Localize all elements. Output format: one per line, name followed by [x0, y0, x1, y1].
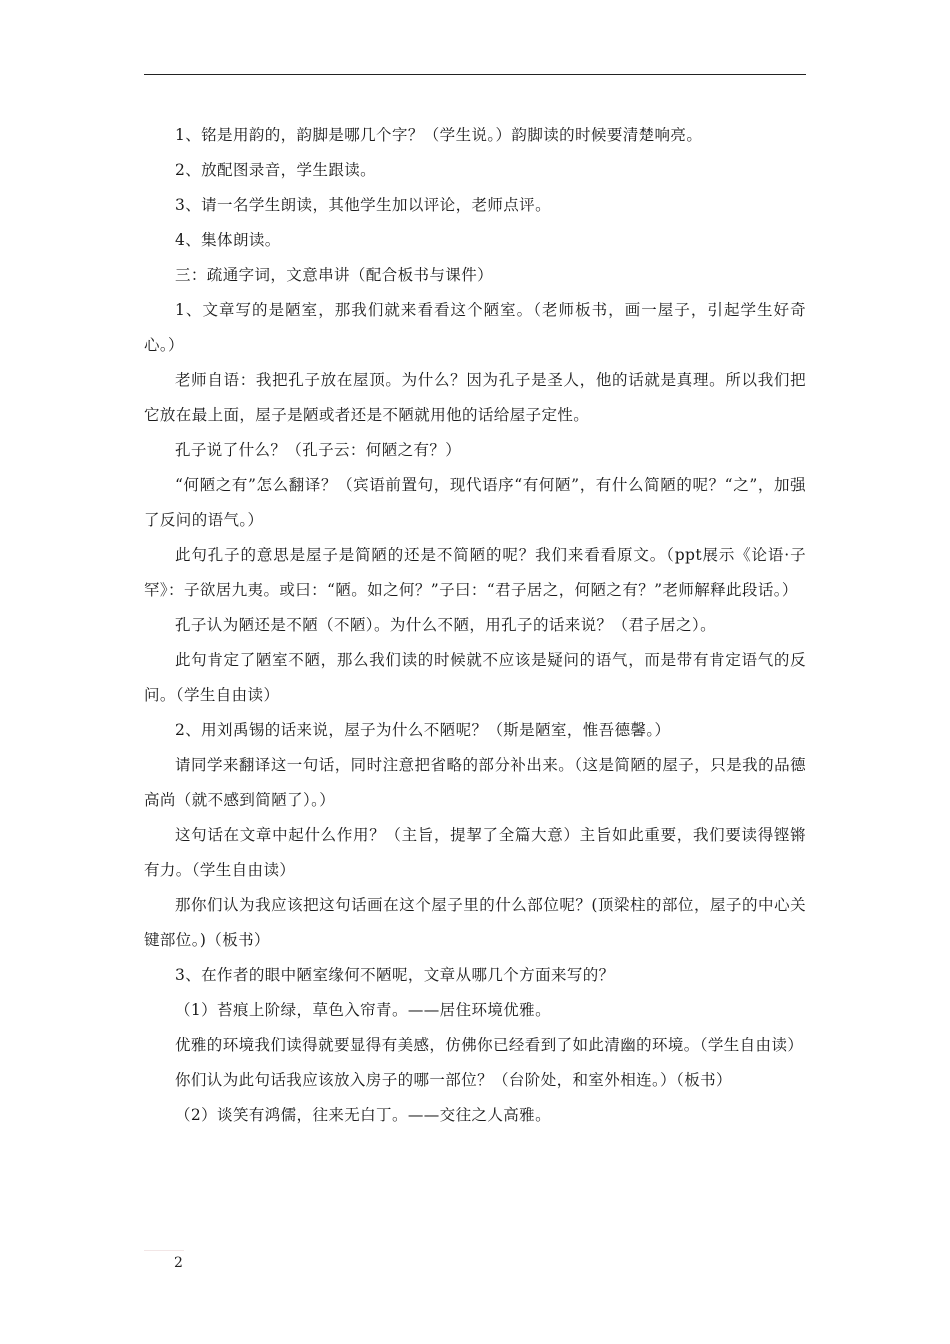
paragraph: 3、在作者的眼中陋室缘何不陋呢，文章从哪几个方面来写的？ — [175, 966, 615, 984]
page-number: 2 — [174, 1255, 183, 1271]
paragraph: 那你们认为我应该把这句话画在这个屋子里的什么部位呢？(顶梁柱的部位，屋子的中心关键部位。)（板书） — [144, 896, 806, 949]
paragraph: 此句孔子的意思是屋子是简陋的还是不简陋的呢？我们来看看原文。（ppt展示《论语·子罕》：子欲居九夷。或曰：“陋。如之何？”子曰：“君子居之，何陋之有？”老师解释此段话。） — [144, 546, 806, 599]
paragraph: 此句肯定了陋室不陋，那么我们读的时候就不应该是疑问的语气，而是带有肯定语气的反问。（学生自由读） — [144, 651, 806, 704]
paragraph: 4、集体朗读。 — [175, 231, 281, 249]
paragraph: 2、用刘禹锡的话来说，屋子为什么不陋呢？（斯是陋室，惟吾德馨。） — [175, 721, 671, 739]
document-body — [144, 118, 806, 1133]
paragraph: （1）苔痕上阶绿，草色入帘青。——居住环境优雅。 — [175, 1001, 551, 1019]
paragraph: （2）谈笑有鸿儒，往来无白丁。——交往之人高雅。 — [175, 1106, 551, 1124]
paragraph: 3、请一名学生朗读，其他学生加以评论，老师点评。 — [175, 196, 551, 214]
paragraph: 优雅的环境我们读得就要显得有美感，仿佛你已经看到了如此清幽的环境。（学生自由读） — [175, 1036, 804, 1054]
paragraph: 这句话在文章中起什么作用？（主旨，提挈了全篇大意）主旨如此重要，我们要读得铿锵有力。（学生自由读） — [144, 826, 806, 879]
paragraph: 孔子认为陋还是不陋（不陋）。为什么不陋，用孔子的话来说？（君子居之）。 — [175, 616, 717, 634]
header-rule — [144, 74, 806, 75]
section-heading: 三：疏通字词，文意串讲（配合板书与课件） — [175, 266, 494, 284]
paragraph: 孔子说了什么？（孔子云：何陋之有？） — [175, 441, 462, 459]
footer-mark — [144, 1250, 184, 1251]
paragraph: 请同学来翻译这一句话，同时注意把省略的部分补出来。（这是简陋的屋子，只是我的品德高尚（就不感到简陋了）。） — [144, 756, 806, 809]
paragraph: 1、铭是用韵的，韵脚是哪几个字？（学生说。）韵脚读的时候要清楚响亮。 — [175, 126, 703, 144]
paragraph: 1、文章写的是陋室，那我们就来看看这个陋室。（老师板书，画一屋子，引起学生好奇心。） — [144, 301, 806, 354]
paragraph: “何陋之有”怎么翻译？（宾语前置句，现代语序“有何陋”，有什么简陋的呢？“之”，加强了反问的语气。） — [144, 476, 806, 529]
paragraph: 你们认为此句话我应该放入房子的哪一部位？（台阶处，和室外相连。）（板书） — [175, 1071, 732, 1089]
paragraph: 老师自语：我把孔子放在屋顶。为什么？因为孔子是圣人，他的话就是真理。所以我们把它放在最上面，屋子是陋或者还是不陋就用他的话给屋子定性。 — [144, 371, 806, 424]
paragraph: 2、放配图录音，学生跟读。 — [175, 161, 377, 179]
